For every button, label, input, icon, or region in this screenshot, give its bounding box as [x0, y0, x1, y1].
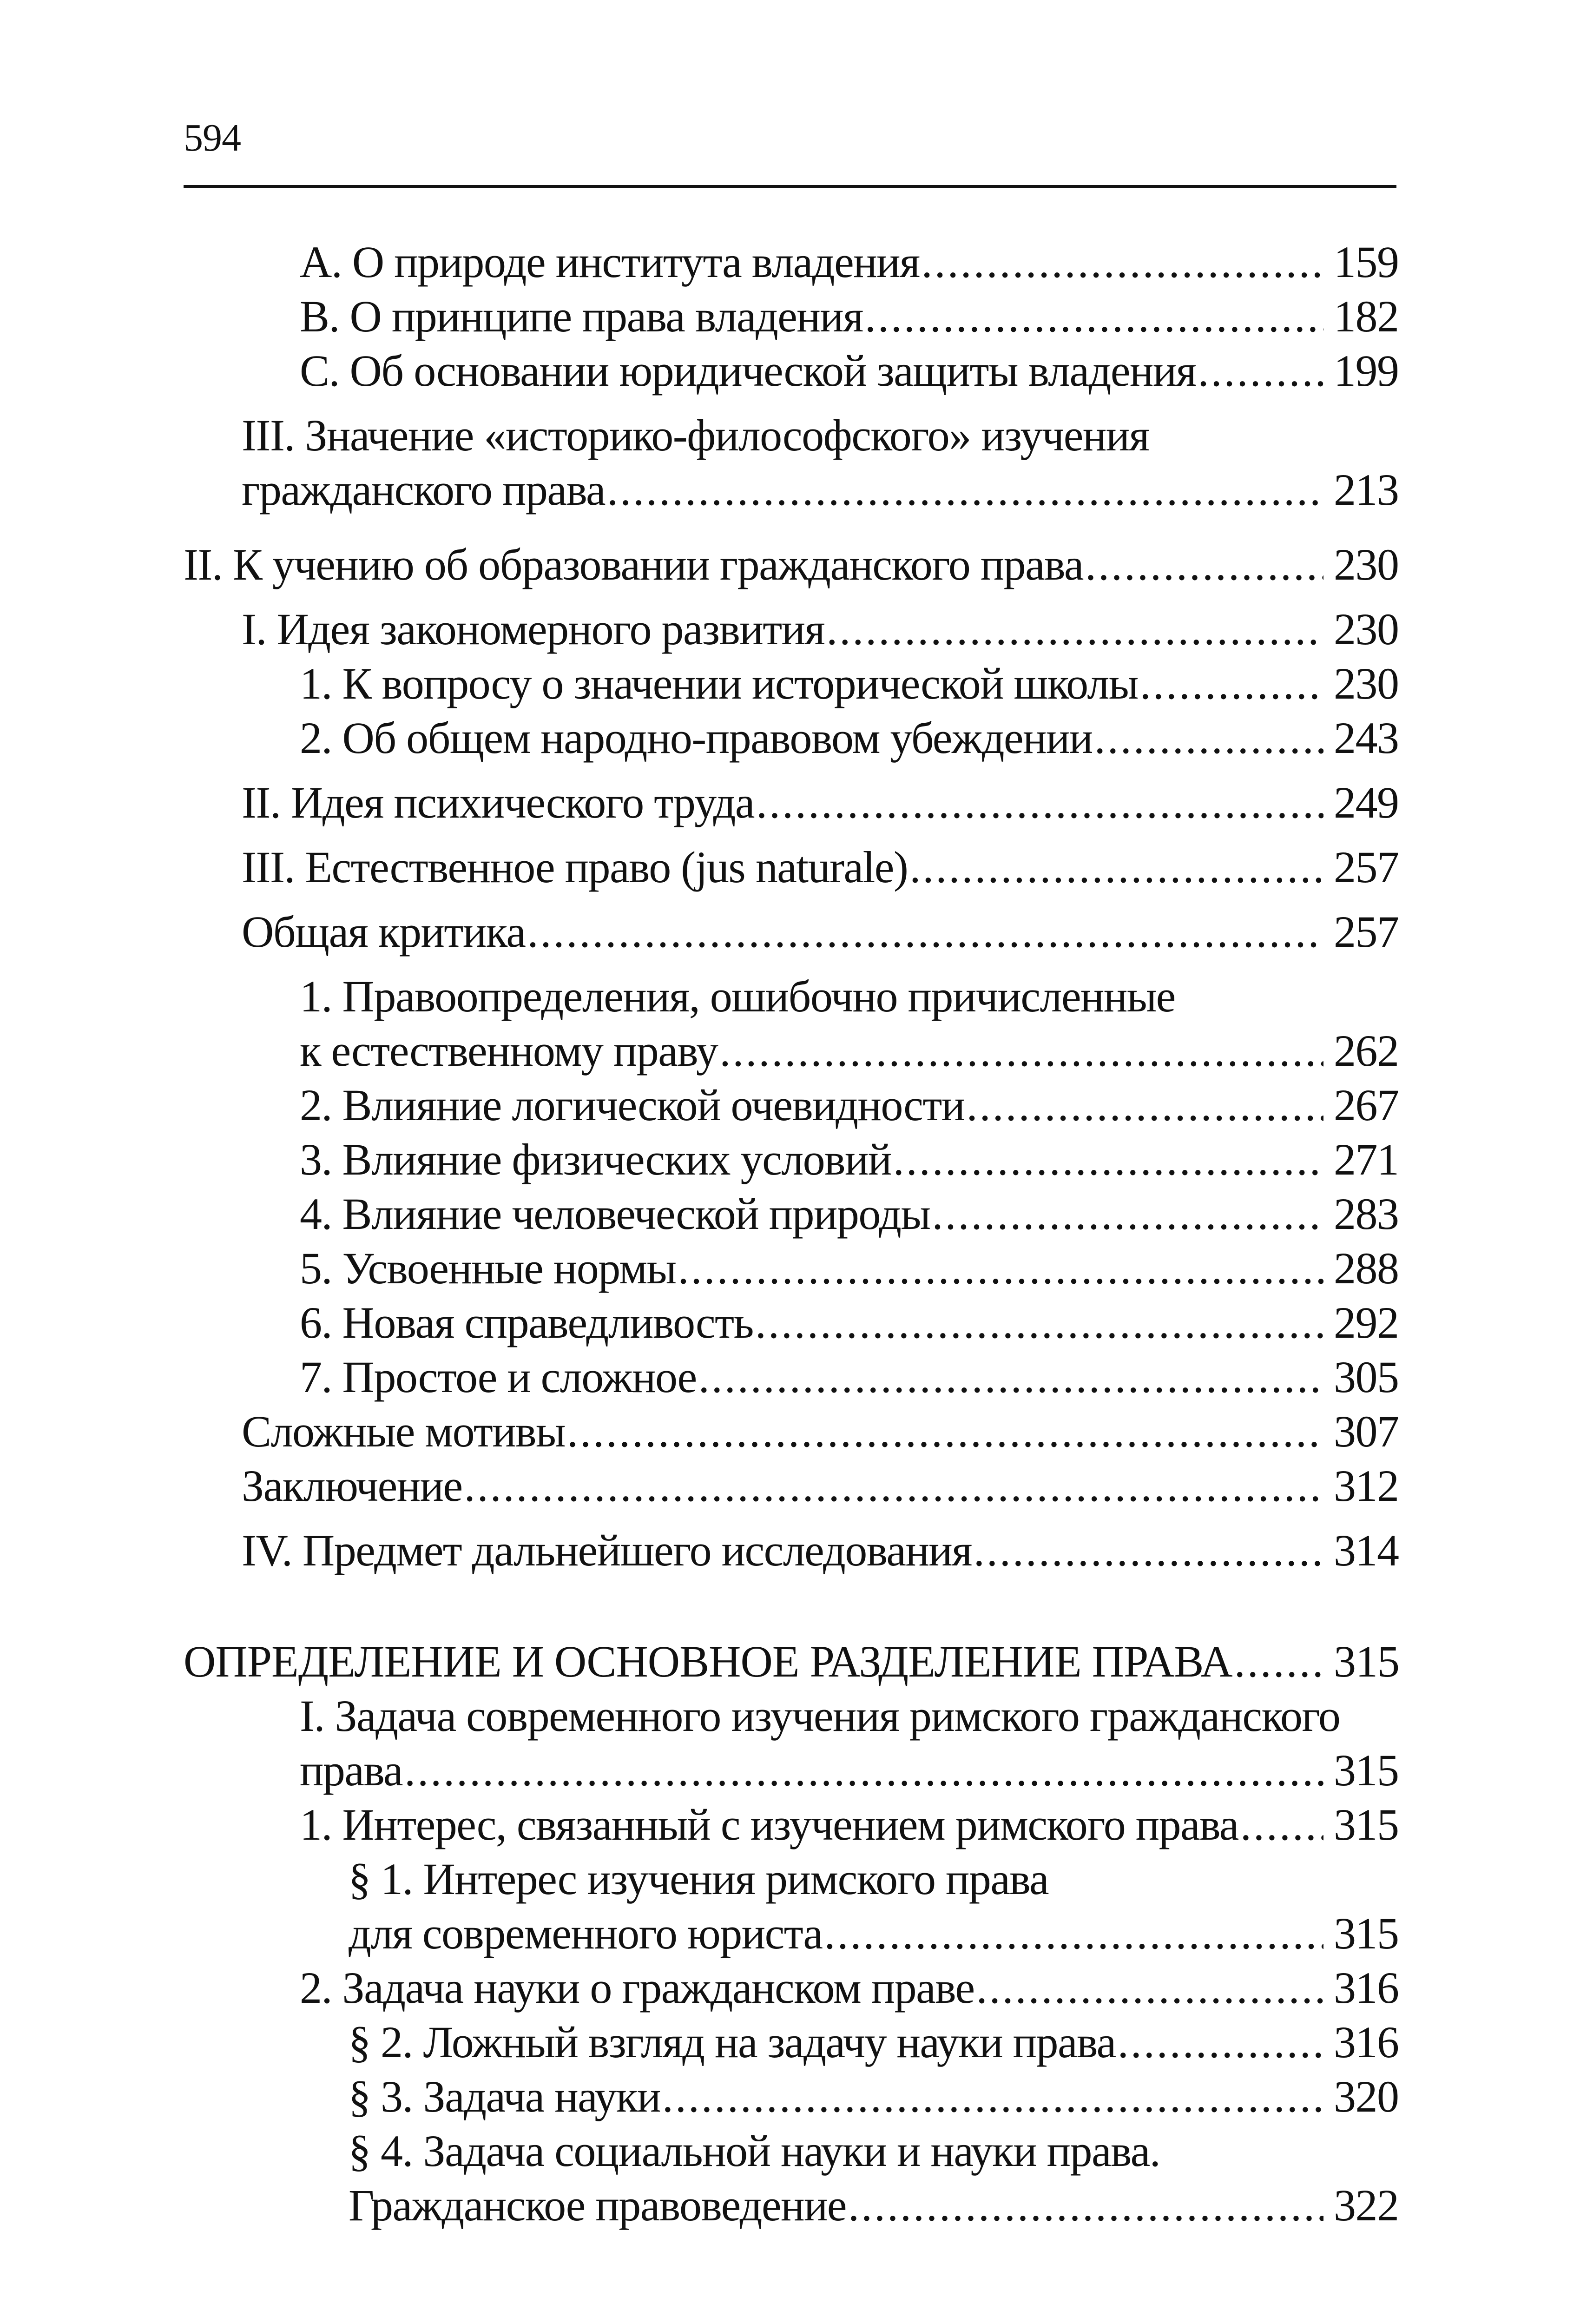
- toc-entry-title: Сложные мотивы: [242, 1406, 565, 1456]
- toc-entry-page: 283: [1334, 1189, 1399, 1239]
- toc-entry-page: 320: [1334, 2072, 1399, 2121]
- toc-entry-page: 243: [1334, 713, 1399, 763]
- toc-entry-page: 305: [1334, 1352, 1399, 1402]
- toc-entry-page: 271: [1334, 1135, 1399, 1184]
- toc-entry-title: 5. Усвоенные нормы: [300, 1243, 676, 1293]
- dot-leader: [1198, 343, 1323, 398]
- toc-entry: [184, 1961, 1399, 2015]
- toc-entry-title: 6. Новая справедливость: [300, 1298, 753, 1347]
- toc-entry-page: 316: [1334, 1963, 1399, 2013]
- toc-entry-page: 230: [1334, 659, 1399, 708]
- toc-entry: [184, 2069, 1399, 2124]
- toc-entry-page: 249: [1334, 778, 1399, 827]
- toc-entry-title: 7. Простое и сложное: [300, 1352, 697, 1402]
- toc-entry-title: В. О принципе права владения: [300, 291, 863, 341]
- header-rule: [184, 185, 1396, 188]
- page-number: 594: [184, 116, 241, 159]
- toc-entry-title: к естественному праву: [300, 1026, 718, 1076]
- toc-entry-title: IV. Предмет дальнейшего исследования: [242, 1525, 972, 1575]
- toc-entry-title-line: I. Задача современного изучения римского гражданского: [300, 1691, 1340, 1741]
- dot-leader: [567, 1404, 1323, 1459]
- dot-leader: [1240, 1797, 1323, 1852]
- toc-section-heading: [184, 1634, 1399, 1689]
- dot-leader: [755, 1295, 1323, 1350]
- dot-leader: [527, 905, 1324, 959]
- toc-entry-title: для современного юриста: [349, 1908, 823, 1958]
- toc-entry-page: 322: [1334, 2180, 1399, 2230]
- dot-leader: [662, 2069, 1323, 2124]
- dot-leader: [1234, 1634, 1323, 1689]
- toc-entry: [184, 1852, 1399, 1961]
- toc-entry-title: § 3. Задача науки: [349, 2072, 660, 2121]
- toc-entry: [184, 343, 1399, 398]
- toc-entry: [184, 711, 1399, 765]
- dot-leader: [974, 1523, 1323, 1578]
- toc-entry-page: 267: [1334, 1080, 1399, 1130]
- toc-entry-page: 213: [1334, 465, 1399, 515]
- toc-entry: [184, 537, 1399, 592]
- toc-entry-page: 262: [1334, 1026, 1399, 1076]
- dot-leader: [698, 1350, 1323, 1404]
- toc-entry-title: А. О природе института владения: [300, 237, 920, 287]
- toc-entry-page: 199: [1334, 346, 1399, 396]
- toc-entry: [184, 1523, 1399, 1578]
- toc-entry-title: гражданского права: [242, 465, 606, 515]
- dot-leader: [893, 1132, 1323, 1187]
- toc-entry: [184, 235, 1399, 289]
- toc-entry-title: Гражданское правоведение: [349, 2180, 846, 2230]
- toc-entry-title: 2. Об общем народно-правовом убеждении: [300, 713, 1093, 763]
- toc-entry-title: 3. Влияние физических условий: [300, 1135, 891, 1184]
- toc-entry: [184, 1078, 1399, 1132]
- toc-entry-page: 159: [1334, 237, 1399, 287]
- toc-entry-title: Заключение: [242, 1461, 462, 1511]
- toc-entry-title: § 2. Ложный взгляд на задачу науки права: [349, 2017, 1116, 2067]
- dot-leader: [922, 235, 1323, 289]
- toc-entry: [184, 2015, 1399, 2069]
- toc-entry-title: права: [300, 1745, 403, 1795]
- dot-leader: [976, 1961, 1323, 2015]
- toc-entry-page: 315: [1334, 1908, 1399, 1958]
- toc-entry-page: 257: [1334, 907, 1399, 957]
- toc-entry-page: 182: [1334, 291, 1399, 341]
- toc-entry-title: III. Естественное право (jus naturale): [242, 842, 908, 892]
- toc-entry: [184, 1132, 1399, 1187]
- toc-entry-title: ОПРЕДЕЛЕНИЕ И ОСНОВНОЕ РАЗДЕЛЕНИЕ ПРАВА: [184, 1637, 1232, 1686]
- toc-entry-title: 1. Интерес, связанный с изучением римского права: [300, 1800, 1238, 1849]
- toc-entry-page: 316: [1334, 2017, 1399, 2067]
- dot-leader: [464, 1459, 1323, 1513]
- toc-entry-page: 315: [1334, 1745, 1399, 1795]
- toc-entry-page: 292: [1334, 1298, 1399, 1347]
- toc-entry-page: 230: [1334, 604, 1399, 654]
- toc-entry-page: 230: [1334, 540, 1399, 589]
- dot-leader: [967, 1078, 1323, 1132]
- dot-leader: [824, 1906, 1323, 1961]
- dot-leader: [826, 602, 1323, 656]
- toc-entry-page: 314: [1334, 1525, 1399, 1575]
- toc-entry: [184, 1404, 1399, 1459]
- dot-leader: [719, 1023, 1323, 1078]
- toc-entry-title: 2. Задача науки о гражданском праве: [300, 1963, 974, 2013]
- toc-entry-title: I. Идея закономерного развития: [242, 604, 825, 654]
- toc-entry: [184, 1689, 1399, 1797]
- toc-entry-title-line: III. Значение «историко-философского» изучения: [242, 410, 1149, 460]
- toc-entry: [184, 1797, 1399, 1852]
- toc-entry: [184, 1350, 1399, 1404]
- toc-entry: [184, 408, 1399, 517]
- dot-leader: [865, 289, 1323, 343]
- toc-entry-title: 4. Влияние человеческой природы: [300, 1189, 930, 1239]
- dot-leader: [1094, 711, 1323, 765]
- toc-entry: [184, 775, 1399, 830]
- toc-entry-page: 315: [1334, 1800, 1399, 1849]
- dot-leader: [1140, 656, 1323, 711]
- toc-entry-title: С. Об основании юридической защиты владения: [300, 346, 1196, 396]
- dot-leader: [678, 1241, 1323, 1295]
- toc-entry: [184, 2124, 1399, 2232]
- toc-entry-title: Общая критика: [242, 907, 526, 957]
- dot-leader: [404, 1743, 1323, 1797]
- toc-entry-page: 307: [1334, 1406, 1399, 1456]
- toc-entry: [184, 840, 1399, 894]
- toc-entry-page: 312: [1334, 1461, 1399, 1511]
- dot-leader: [1118, 2015, 1323, 2069]
- toc-entry-title: 1. К вопросу о значении исторической школы: [300, 659, 1138, 708]
- dot-leader: [848, 2178, 1323, 2232]
- dot-leader: [756, 775, 1323, 830]
- toc-entry-page: 288: [1334, 1243, 1399, 1293]
- toc-entry: [184, 1295, 1399, 1350]
- toc-entry: [184, 905, 1399, 959]
- toc-entry: [184, 969, 1399, 1078]
- toc-entry-title-line: § 4. Задача социальной науки и науки права.: [349, 2126, 1160, 2176]
- toc-entry-page: 257: [1334, 842, 1399, 892]
- toc-entry: [184, 1459, 1399, 1513]
- dot-leader: [909, 840, 1323, 894]
- toc-entry: [184, 656, 1399, 711]
- toc-entry-title: II. Идея психического труда: [242, 778, 755, 827]
- toc-entry-title: II. К учению об образовании гражданского права: [184, 540, 1083, 589]
- dot-leader: [607, 462, 1323, 517]
- toc-entry: [184, 1187, 1399, 1241]
- toc-entry-title-line: § 1. Интерес изучения римского права: [349, 1854, 1049, 1904]
- toc-entry: [184, 602, 1399, 656]
- toc-entry: [184, 1241, 1399, 1295]
- toc-entry: [184, 289, 1399, 343]
- table-of-contents: [184, 235, 1399, 2232]
- toc-entry-title-line: 1. Правоопределения, ошибочно причисленные: [300, 971, 1175, 1021]
- dot-leader: [1085, 537, 1323, 592]
- toc-entry-title: 2. Влияние логической очевидности: [300, 1080, 965, 1130]
- toc-entry-page: 315: [1334, 1637, 1399, 1686]
- dot-leader: [932, 1187, 1323, 1241]
